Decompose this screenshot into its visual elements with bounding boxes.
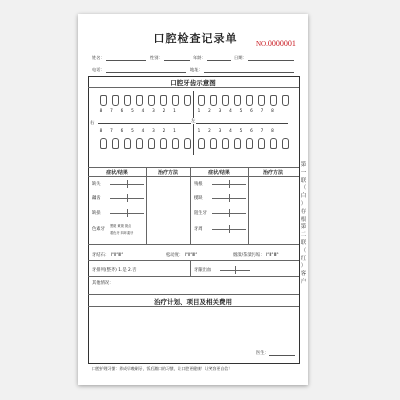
tooth-number: 7 [110, 128, 113, 133]
age-label: 年龄： [193, 55, 206, 60]
divider [88, 276, 299, 277]
tooth-number: 8 [271, 108, 274, 113]
tooth-icon[interactable] [210, 138, 217, 149]
tooth-number: 2 [208, 128, 211, 133]
tooth-icon[interactable] [222, 95, 229, 106]
address-label: 地址： [190, 67, 203, 72]
divider [88, 260, 299, 261]
tooth-number: 2 [208, 108, 211, 113]
tooth-number: 7 [110, 108, 113, 113]
tooth-icon[interactable] [282, 138, 289, 149]
tooth-icon[interactable] [210, 95, 217, 106]
tooth-icon[interactable] [258, 138, 265, 149]
tooth-icon[interactable] [160, 95, 167, 106]
other-field[interactable] [88, 286, 298, 294]
mobility-row [166, 252, 197, 258]
upper-right-teeth [100, 95, 191, 106]
item-missing: 缺失 [92, 182, 101, 187]
item-impacted: 阻生牙 [194, 211, 207, 216]
footer-tip: 口腔护理习惯：养成早晚刷牙，饭后漱口的习惯，让口腔更健康！让笑容更自信！ [92, 366, 233, 371]
col-divider [190, 167, 191, 244]
tooth-number: 1 [173, 108, 176, 113]
copy-label-char: 第 [300, 224, 307, 231]
tooth-number: 5 [239, 108, 243, 113]
tooth-icon[interactable] [198, 138, 205, 149]
tooth-number: 7 [260, 128, 264, 133]
bleeding-label: 牙龈出血 [194, 268, 212, 273]
date-label: 日期： [234, 55, 247, 60]
copy-labels [300, 162, 307, 287]
gender-label: 性别： [150, 55, 163, 60]
tooth-icon[interactable] [246, 138, 253, 149]
address-field[interactable] [204, 72, 294, 73]
form-number [256, 39, 296, 48]
tooth-number: 3 [152, 128, 155, 133]
tooth-number: 2 [162, 108, 166, 113]
header-symptom-2: 症状/结果 [208, 170, 230, 176]
tooth-number: 3 [218, 108, 222, 113]
tooth-number: 1 [173, 128, 176, 133]
copy-label-char: 一 [300, 169, 307, 176]
divider [88, 87, 299, 88]
copy-label-char: 联 [300, 239, 307, 246]
copy-label-char: 客 [300, 271, 307, 278]
tooth-icon[interactable] [100, 138, 107, 149]
tooth-icon[interactable] [136, 138, 143, 149]
tooth-icon[interactable] [172, 95, 179, 106]
tooth-number: 3 [152, 108, 155, 113]
upper-right-numbers [98, 108, 178, 113]
tooth-icon[interactable] [184, 138, 191, 149]
divider [88, 176, 299, 177]
form-number-value: 0000001 [267, 39, 296, 48]
tooth-number: 6 [120, 128, 124, 133]
tooth-icon[interactable] [222, 138, 229, 149]
lower-left-numbers [196, 128, 276, 133]
right-side-label: 右 [90, 121, 95, 126]
copy-label-char: 二 [300, 232, 307, 239]
gender-field[interactable] [164, 60, 190, 61]
tooth-icon[interactable] [234, 95, 241, 106]
name-field[interactable] [106, 60, 146, 61]
tooth-icon[interactable] [258, 95, 265, 106]
doctor-field[interactable] [269, 355, 295, 356]
copy-label-char: 白 [300, 193, 307, 200]
copy-label-char: 存 [300, 208, 307, 215]
alignment-options[interactable]: 1.是 2.否 [118, 268, 137, 273]
calculus-label: 牙结石： [92, 253, 110, 258]
tooth-number: 4 [141, 128, 145, 133]
phone-field[interactable] [106, 72, 186, 73]
tooth-number: 4 [229, 128, 232, 133]
tooth-number: 4 [229, 108, 232, 113]
tooth-icon[interactable] [100, 95, 107, 106]
upper-left-teeth [198, 95, 289, 106]
col-divider [190, 260, 191, 276]
tooth-number: 6 [250, 128, 253, 133]
tooth-number: 8 [271, 128, 274, 133]
pigment-option-2[interactable]: 着色牙 四环素牙 [110, 231, 134, 235]
tooth-icon[interactable] [148, 138, 155, 149]
alignment-row [92, 267, 136, 273]
stain-label: 烟渍/茶渍污垢： [233, 253, 265, 258]
copy-label-char: 红 [300, 255, 307, 262]
header-treatment-2: 治疗方法 [262, 170, 283, 176]
tooth-number: 5 [131, 108, 134, 113]
tooth-icon[interactable] [270, 95, 277, 106]
upper-left-numbers [196, 108, 276, 113]
tooth-number: 6 [250, 108, 253, 113]
copy-label-char: ） [300, 200, 307, 207]
item-caries: 龋齿 [92, 196, 101, 201]
copy-label-char: （ [300, 247, 307, 254]
form-number-prefix: NO. [256, 40, 268, 48]
tooth-icon[interactable] [160, 138, 167, 149]
copy-label-char: （ [300, 185, 307, 192]
tooth-number: 8 [99, 108, 103, 113]
tooth-icon[interactable] [136, 95, 143, 106]
tooth-icon[interactable] [112, 95, 119, 106]
mobility-label: 松动度： [166, 253, 184, 258]
divider [88, 294, 299, 295]
bleeding-cross [235, 266, 236, 274]
divider [88, 167, 299, 168]
tooth-number: 8 [99, 128, 103, 133]
tooth-icon[interactable] [112, 138, 119, 149]
calculus-row [92, 252, 123, 258]
col-divider [146, 167, 147, 244]
stain-grades[interactable]: Ⅰ°Ⅱ°Ⅲ° [265, 253, 279, 258]
tooth-icon[interactable] [282, 95, 289, 106]
tooth-number: 7 [260, 108, 264, 113]
item-defect: 缺损 [92, 211, 101, 216]
tooth-number: 1 [197, 128, 201, 133]
exam-form-sheet [78, 14, 308, 385]
tooth-icon[interactable] [148, 95, 155, 106]
item-periodontal: 牙周 [194, 227, 203, 232]
copy-label-char: 联 [300, 177, 307, 184]
lower-right-numbers [98, 128, 178, 133]
date-field[interactable] [248, 60, 294, 61]
col-divider [248, 167, 249, 244]
name-label: 姓名： [92, 55, 105, 60]
header-symptom: 症状/结果 [106, 170, 128, 176]
copy-label-char: 户 [300, 278, 307, 285]
alignment-label: 牙排列(整齐) [92, 268, 117, 273]
item-wedge-defect: 楔缺 [194, 196, 203, 201]
tooth-number: 5 [131, 128, 134, 133]
copy-label-char: ） [300, 263, 307, 270]
tooth-icon[interactable] [124, 95, 131, 106]
tooth-icon[interactable] [172, 138, 179, 149]
teeth-diagram [90, 91, 288, 155]
tooth-number: 5 [239, 128, 243, 133]
calculus-grades[interactable]: Ⅰ°Ⅱ°Ⅲ° [110, 253, 124, 258]
doctor-label: 医生： [256, 351, 269, 356]
pigment-option-1[interactable]: 黑斑 黄斑 斑点 [110, 224, 132, 228]
tooth-icon[interactable] [198, 95, 205, 106]
header-treatment: 治疗方法 [157, 170, 178, 176]
lower-right-teeth [100, 138, 191, 149]
tooth-icon[interactable] [246, 95, 253, 106]
copy-label-char: 第 [300, 162, 307, 168]
tooth-number: 4 [141, 108, 145, 113]
copy-label-char: 根 [300, 216, 307, 223]
lower-left-teeth [198, 138, 289, 149]
item-pigment: 色素牙 [92, 227, 105, 232]
chart-title: 口腔牙齿示意图 [170, 79, 216, 87]
tooth-number: 6 [120, 108, 124, 113]
tooth-icon[interactable] [234, 138, 241, 149]
tooth-icon[interactable] [124, 138, 131, 149]
form-title: 口腔检查记录单 [153, 32, 238, 45]
phone-label: 电话： [92, 67, 105, 72]
tooth-position-marks-right[interactable] [212, 179, 246, 239]
plan-title: 治疗计划、项目及相关费用 [154, 298, 232, 306]
tooth-number: 1 [197, 108, 201, 113]
mobility-grades[interactable]: Ⅰ°Ⅱ°Ⅲ° [184, 253, 198, 258]
item-residual-root: 残根 [194, 182, 203, 187]
tooth-icon[interactable] [184, 95, 191, 106]
tooth-icon[interactable] [270, 138, 277, 149]
stain-row [233, 252, 279, 258]
other-label: 其他情况： [92, 281, 114, 286]
tooth-position-marks-left[interactable] [110, 179, 144, 239]
divider [88, 244, 299, 245]
plan-field[interactable] [88, 307, 298, 341]
age-field[interactable] [207, 60, 231, 61]
tooth-number: 3 [218, 128, 222, 133]
tooth-number: 2 [162, 128, 166, 133]
left-side-label: 左 [191, 119, 196, 124]
